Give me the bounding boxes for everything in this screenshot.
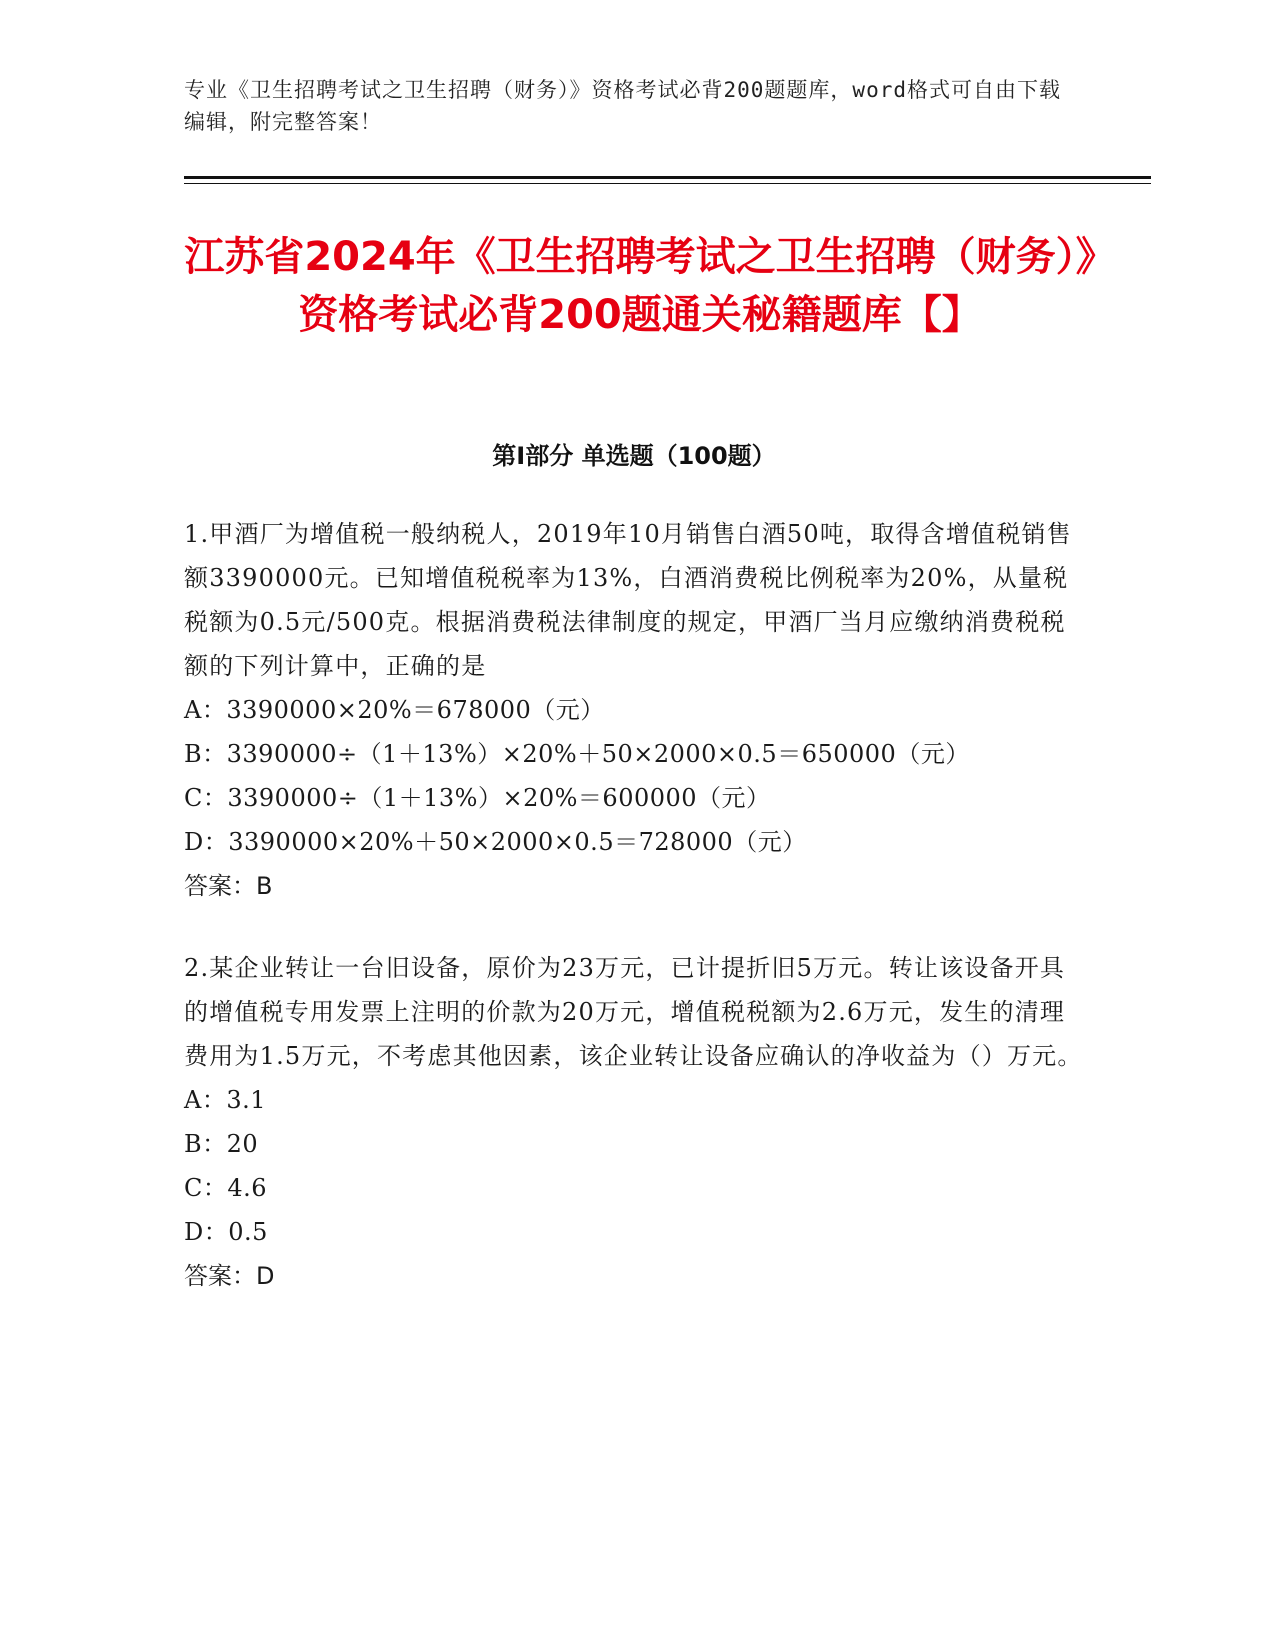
- option-b: B：20: [184, 1130, 259, 1158]
- question-1: [184, 512, 1084, 908]
- question-stem: 2.某企业转让一台旧设备，原价为23万元，已计提折旧5万元。转让该设备开具的增值税专用发票上注明的价款为20万元，增值税税额为2.6万元，发生的清理费用为1.5万元，不考虑其他因素，该企业转让设备应确认的净收益为（）万元。: [184, 954, 1083, 1070]
- option-b: B：3390000÷（1＋13%）×20%＋50×2000×0.5＝650000（元）: [184, 740, 970, 768]
- option-a: A：3.1: [184, 1086, 266, 1114]
- option-d: D：0.5: [184, 1218, 268, 1246]
- section-heading: 第I部分 单选题（100题）: [492, 442, 776, 470]
- answer-line: 答案：B: [184, 872, 273, 900]
- question-2: [184, 946, 1084, 1298]
- option-c: C：3390000÷（1＋13%）×20%＝600000（元）: [184, 784, 771, 812]
- option-d: D：3390000×20%＋50×2000×0.5＝728000（元）: [184, 828, 807, 856]
- header-divider-thick: [184, 176, 1151, 179]
- option-c: C：4.6: [184, 1174, 268, 1202]
- document-title: 江苏省2024年《卫生招聘考试之卫生招聘（财务）》资格考试必背200题通关秘籍题库【】: [184, 234, 1096, 338]
- option-a: A：3390000×20%＝678000（元）: [184, 696, 605, 724]
- answer-line: 答案：D: [184, 1262, 275, 1290]
- header-divider-thin: [184, 183, 1151, 184]
- header-note: 专业《卫生招聘考试之卫生招聘（财务）》资格考试必背200题题库，word格式可自由下载编辑，附完整答案！: [184, 78, 1061, 134]
- question-stem: 1.甲酒厂为增值税一般纳税人，2019年10月销售白酒50吨，取得含增值税销售额3390000元。已知增值税税率为13%，白酒消费税比例税率为20%，从量税税额为0.5元/500克。根据消费税法律制度的规定，甲酒厂当月应缴纳消费税税额的下列计算中，正确的是: [184, 520, 1072, 680]
